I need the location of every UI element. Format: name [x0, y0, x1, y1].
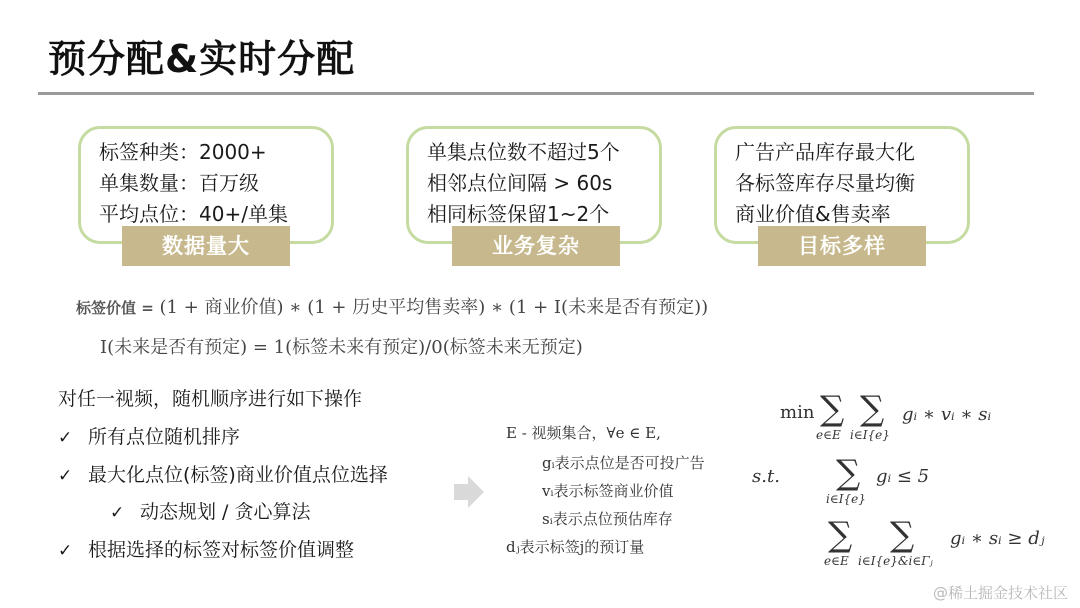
- st-label: s.t.: [752, 466, 780, 487]
- formula-label: 标签价值 =: [76, 299, 154, 317]
- card-line: 单集点位数不超过5个: [427, 140, 620, 164]
- card-line: 相同标签保留1~2个: [427, 202, 610, 226]
- formula-body: (1 + 商业价值) ∗ (1 + 历史平均售卖率) ∗ (1 + I(未来是否有预定)): [159, 297, 709, 318]
- definition-line: sᵢ表示点位预估库存: [542, 510, 673, 528]
- card-tag-goals: 目标多样: [758, 226, 926, 266]
- card-line: 商业价值&售卖率: [735, 202, 891, 226]
- constraint1-expr: gᵢ ≤ 5: [876, 466, 930, 487]
- sum-subscript: e∈E: [816, 428, 841, 442]
- check-icon: ✓: [58, 541, 73, 561]
- list-item-text: 根据选择的标签对标签价值调整: [88, 539, 355, 561]
- check-icon: ✓: [110, 503, 125, 523]
- list-item-text: 最大化点位(标签)商业价值点位选择: [88, 464, 388, 486]
- watermark: @稀土掘金技术社区: [932, 584, 1068, 602]
- min-label: min: [780, 402, 815, 423]
- card-line: 广告产品库存最大化: [735, 140, 915, 164]
- steps-intro: 对任一视频，随机顺序进行如下操作: [58, 388, 363, 410]
- card-line: 各标签库存尽量均衡: [735, 171, 915, 195]
- definition-line: gᵢ表示点位是否可投广告: [542, 454, 705, 472]
- definition-line: dⱼ表示标签j的预订量: [506, 538, 645, 556]
- sum-symbol: ∑: [836, 453, 861, 493]
- list-item-text: 动态规划 / 贪心算法: [140, 501, 311, 523]
- sum-subscript: i∈I{e}: [850, 428, 890, 442]
- card-line: 相邻点位间隔 > 60s: [427, 171, 613, 195]
- card-tag-business: 业务复杂: [452, 226, 620, 266]
- card-tag-data-volume: 数据量大: [122, 226, 290, 266]
- card-line: 单集数量：百万级: [99, 171, 259, 195]
- constraint2-expr: gᵢ ∗ sᵢ ≥ dⱼ: [950, 528, 1045, 549]
- definition-line: vᵢ表示标签商业价值: [542, 482, 674, 500]
- card-line: 平均点位：40+/单集: [99, 202, 288, 226]
- check-icon: ✓: [58, 428, 73, 448]
- definition-line: E - 视频集合，∀e ∈ E,: [506, 424, 661, 442]
- sum-symbol: ∑: [860, 389, 885, 429]
- sum-subscript: i∈I{e}&i∈Γⱼ: [858, 554, 933, 568]
- objective-expr: gᵢ ∗ vᵢ ∗ sᵢ: [902, 404, 992, 425]
- sum-symbol: ∑: [890, 515, 915, 555]
- indicator-formula: I(未来是否有预定) = 1(标签未来有预定)/0(标签未来无预定): [100, 337, 583, 358]
- sum-subscript: e∈E: [824, 554, 849, 568]
- list-item-text: 所有点位随机排序: [88, 426, 241, 448]
- sum-symbol: ∑: [828, 515, 853, 555]
- check-icon: ✓: [58, 466, 73, 486]
- page-title: 预分配&实时分配: [48, 37, 356, 81]
- sum-subscript: i∈I{e}: [826, 492, 866, 506]
- card-line: 标签种类：2000+: [99, 140, 267, 164]
- sum-symbol: ∑: [820, 389, 845, 429]
